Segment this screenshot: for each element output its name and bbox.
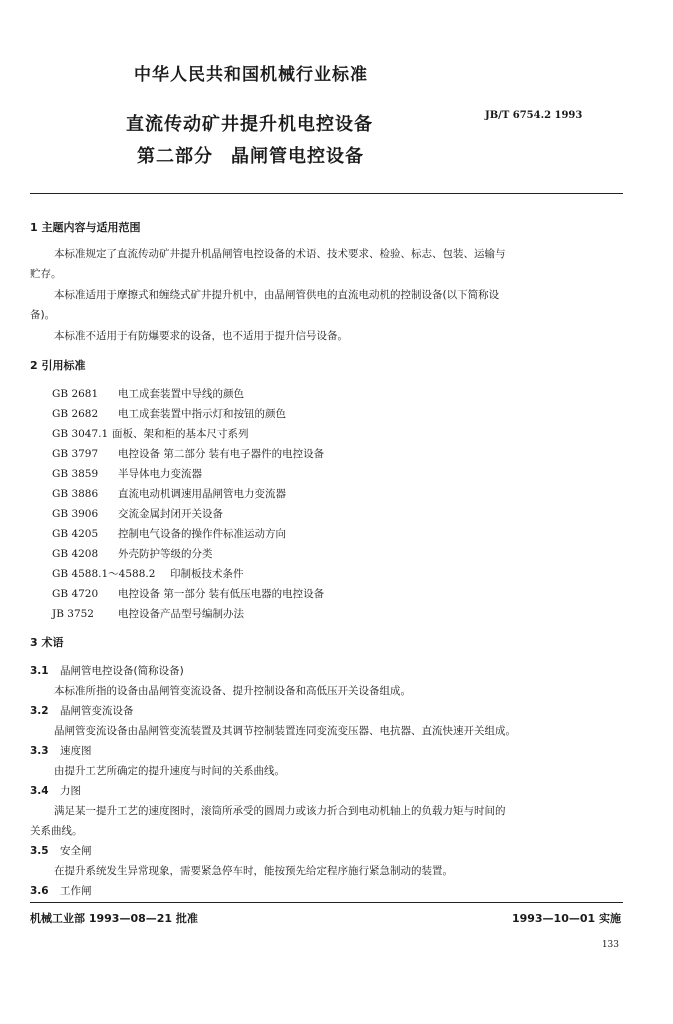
section-1-paragraph-1-line-2: 贮存。 (30, 268, 62, 280)
title-part-name: 晶闸管电控设备 (231, 146, 364, 167)
reference-title: 电工成套装置中导线的颜色 (118, 388, 244, 400)
reference-title: 控制电气设备的操作件标准运动方向 (118, 528, 286, 540)
issuing-organization: 中华人民共和国机械行业标准 (134, 65, 368, 85)
reference-code: GB 3047.1 (52, 428, 109, 440)
reference-code: GB 4205 (52, 528, 99, 540)
term-name: 晶闸管电控设备(简称设备) (60, 665, 184, 677)
section-1-paragraph-2-line-2: 备)。 (30, 309, 56, 321)
reference-code: GB 3859 (52, 468, 99, 480)
reference-code: GB 3797 (52, 448, 99, 460)
term-definition: 在提升系统发生异常现象，需要紧急停车时，能按预先给定程序施行紧急制动的装置。 (54, 865, 453, 877)
section-1-paragraph-3: 本标准不适用于有防爆要求的设备，也不适用于提升信号设备。 (54, 330, 348, 342)
reference-code: GB 4588.1～4588.2 (52, 568, 156, 580)
term-heading (30, 843, 92, 858)
term-definition: 由提升工艺所确定的提升速度与时间的关系曲线。 (54, 765, 285, 777)
term-heading (30, 703, 134, 718)
term-definition: 满足某一提升工艺的速度图时，滚筒所承受的圆周力或该力折合到电动机轴上的负载力矩与时间的 (54, 805, 506, 817)
section-2-heading: 2 引用标准 (30, 359, 86, 372)
term-number: 3.6 (30, 885, 49, 897)
reference-code: GB 3886 (52, 488, 99, 500)
reference-item (52, 546, 213, 561)
reference-item (52, 486, 286, 501)
reference-title: 电控设备产品型号编制办法 (118, 608, 244, 620)
term-name: 力图 (60, 785, 81, 797)
reference-title: 半导体电力变流器 (118, 468, 202, 480)
term-number: 3.3 (30, 745, 49, 757)
reference-title: 面板、架和柜的基本尺寸系列 (112, 428, 249, 440)
reference-item (52, 566, 244, 581)
section-3-heading: 3 术语 (30, 636, 64, 649)
reference-title: 电控设备 第一部分 装有低压电器的电控设备 (118, 588, 325, 600)
reference-title: 电工成套装置中指示灯和按钮的颜色 (118, 408, 286, 420)
section-1-paragraph-1-line-1: 本标准规定了直流传动矿井提升机晶闸管电控设备的术语、技术要求、检验、标志、包装、运输与 (54, 248, 506, 260)
reference-item (52, 586, 324, 601)
reference-item (52, 426, 249, 441)
reference-code: GB 3906 (52, 508, 99, 520)
reference-code: GB 2681 (52, 388, 99, 400)
term-definition: 本标准所指的设备由晶闸管变流设备、提升控制设备和高低压开关设备组成。 (54, 685, 411, 697)
term-definition: 晶闸管变流设备由晶闸管变流装置及其调节控制装置连同变流变压器、电抗器、直流快速开关组成。 (54, 725, 516, 737)
term-name: 工作闸 (60, 885, 92, 897)
reference-item (52, 466, 202, 481)
section-1-heading: 1 主题内容与适用范围 (30, 221, 141, 234)
header-divider (30, 193, 623, 194)
footer-divider (30, 902, 623, 903)
title-part-number: 第二部分 (137, 146, 213, 167)
term-number: 3.4 (30, 785, 49, 797)
reference-title: 电控设备 第二部分 装有电子器件的电控设备 (118, 448, 325, 460)
reference-item (52, 606, 244, 621)
approval-date: 机械工业部 1993—08—21 批准 (30, 912, 198, 925)
reference-title: 印制板技术条件 (170, 568, 244, 580)
term-heading (30, 663, 184, 678)
term-heading (30, 783, 81, 798)
reference-title: 交流金属封闭开关设备 (118, 508, 223, 520)
reference-code: GB 2682 (52, 408, 99, 420)
term-number: 3.1 (30, 665, 49, 677)
reference-title: 外壳防护等级的分类 (118, 548, 213, 560)
reference-item (52, 446, 324, 461)
term-heading (30, 743, 92, 758)
section-1-paragraph-2-line-1: 本标准适用于摩擦式和缠绕式矿井提升机中，由晶闸管供电的直流电动机的控制设备(以下简称设 (54, 289, 500, 301)
reference-code: GB 4208 (52, 548, 99, 560)
reference-item (52, 506, 223, 521)
term-definition-continued: 关系曲线。 (30, 825, 83, 837)
term-name: 速度图 (60, 745, 92, 757)
document-title-line2 (137, 142, 364, 168)
effective-date: 1993—10—01 实施 (511, 912, 621, 925)
term-name: 安全闸 (60, 845, 92, 857)
page-number: 133 (601, 940, 619, 950)
reference-code: GB 4720 (52, 588, 99, 600)
reference-title: 直流电动机调速用晶闸管电力变流器 (118, 488, 286, 500)
term-number: 3.5 (30, 845, 49, 857)
reference-code: JB 3752 (52, 608, 94, 620)
term-number: 3.2 (30, 705, 49, 717)
reference-item (52, 406, 286, 421)
standard-code: JB/T 6754.2 1993 (485, 110, 583, 121)
reference-item (52, 526, 286, 541)
document-title-line1: 直流传动矿井提升机电控设备 (126, 114, 373, 135)
term-name: 晶闸管变流设备 (60, 705, 134, 717)
term-heading (30, 883, 92, 898)
reference-item (52, 386, 244, 401)
